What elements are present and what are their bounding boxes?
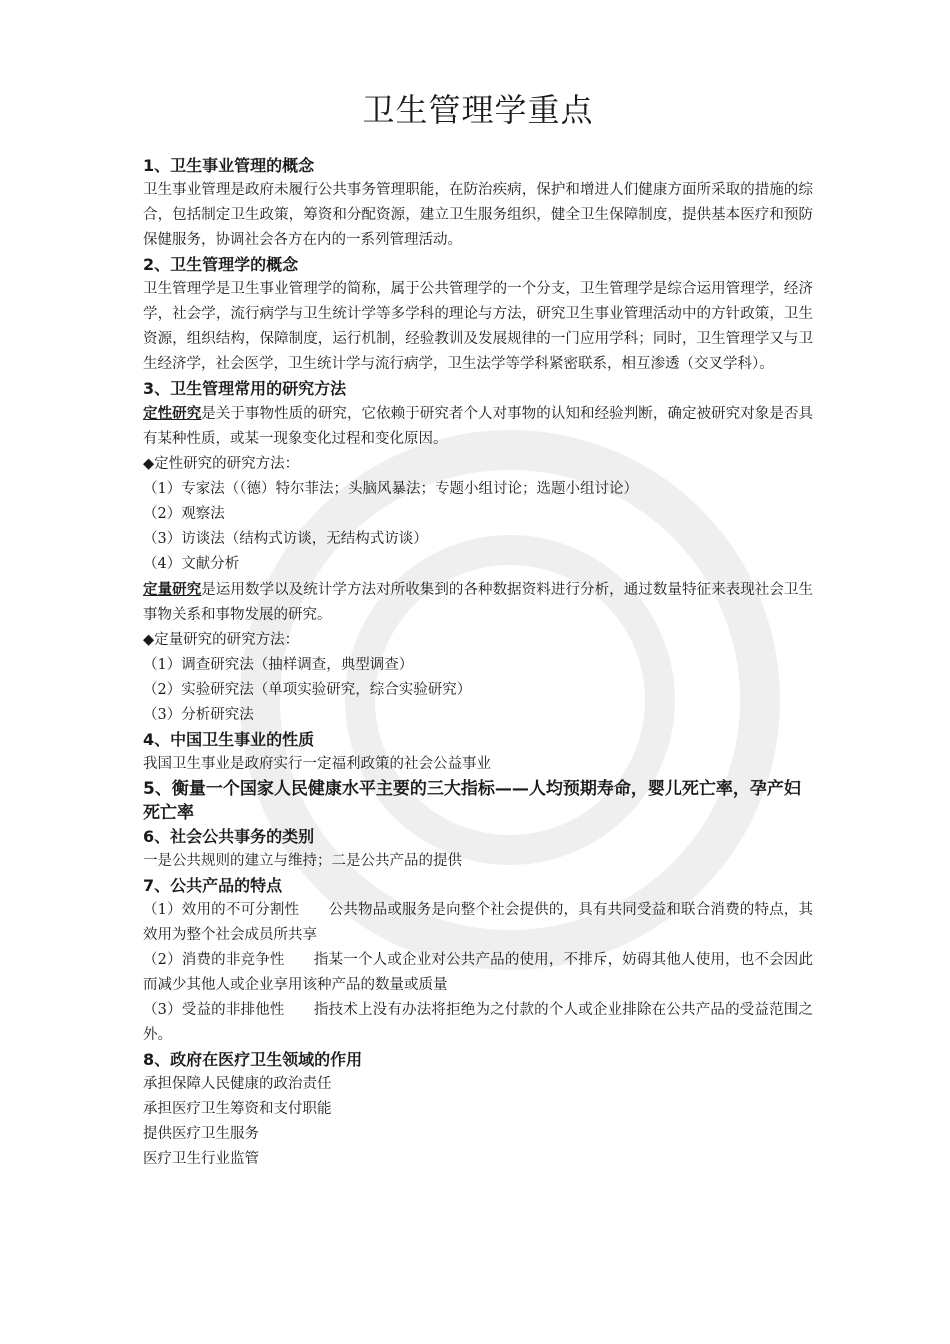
- section-2-heading: 2、卫生管理学的概念: [143, 255, 299, 274]
- section-4-body: 我国卫生事业是政府实行一定福利政策的社会公益事业: [143, 756, 491, 772]
- document-page: [143, 88, 813, 1172]
- government-role-item: 医疗卫生行业监管: [143, 1151, 259, 1167]
- public-goods-feature: （2）消费的非竞争性 指某一个人或企业对公共产品的使用，不排斥，妨碍其他人使用，也不会因此而减少其他人或企业享用该种产品的数量或质量: [143, 952, 813, 993]
- public-goods-feature: （1）效用的不可分割性 公共物品或服务是向整个社会提供的，具有共同受益和联合消费的特点，其效用为整个社会成员所共享: [143, 902, 813, 943]
- section-6-body: 一是公共规则的建立与维持；二是公共产品的提供: [143, 853, 462, 869]
- quantitative-term: 定量研究: [143, 581, 202, 598]
- section-2-body: 卫生管理学是卫生事业管理学的简称，属于公共管理学的一个分支，卫生管理学是综合运用管理学，经济学，社会学，流行病学与卫生统计学等多学科的理论与方法，研究卫生事业管理活动中的方针政策，卫生资源，组织结构，保障制度，运行机制，经验教训及发展规律的一门应用学科；同时，卫生管理学又与卫生经济学，社会医学，卫生统计学与流行病学，卫生法学等学科紧密联系，相互渗透（交叉学科）。: [143, 281, 813, 372]
- section-6-heading: 6、社会公共事务的类别: [143, 827, 315, 846]
- qualitative-def-text: 是关于事物性质的研究，它依赖于研究者个人对事物的认知和经验判断，确定被研究对象是否具有某种性质，或某一现象变化过程和变化原因。: [143, 406, 814, 447]
- qualitative-definition: [143, 401, 813, 452]
- section-7-heading: 7、公共产品的特点: [143, 876, 283, 895]
- qualitative-methods-title: ◆定性研究的研究方法：: [143, 456, 300, 472]
- section-1-body: 卫生事业管理是政府未履行公共事务管理职能，在防治疾病，保护和增进人们健康方面所采取的措施的综合，包括制定卫生政策，筹资和分配资源，建立卫生服务组织，健全卫生保障制度，提供基本医疗和预防保健服务，协调社会各方在内的一系列管理活动。: [143, 182, 813, 248]
- qualitative-method-item: （3）访谈法（结构式访谈，无结构式访谈）: [143, 531, 428, 547]
- government-role-item: 提供医疗卫生服务: [143, 1126, 259, 1142]
- document-title: 卫生管理学重点: [362, 91, 594, 129]
- government-role-item: 承担保障人民健康的政治责任: [143, 1076, 332, 1092]
- section-4-heading: 4、中国卫生事业的性质: [143, 730, 315, 749]
- qualitative-method-item: （1）专家法（（德）特尔菲法；头脑风暴法；专题小组讨论；选题小组讨论）: [143, 481, 638, 497]
- section-5-heading: 5、衡量一个国家人民健康水平主要的三大指标——人均预期寿命，婴儿死亡率，孕产妇死亡率: [143, 779, 801, 823]
- quantitative-method-item: （3）分析研究法: [143, 707, 254, 723]
- section-3-heading: 3、卫生管理常用的研究方法: [143, 379, 347, 398]
- public-goods-feature: （3）受益的非排他性 指技术上没有办法将拒绝为之付款的个人或企业排除在公共产品的受益范围之外。: [143, 1002, 813, 1043]
- quantitative-method-item: （1）调查研究法（抽样调查，典型调查）: [143, 657, 414, 673]
- section-8-heading: 8、政府在医疗卫生领域的作用: [143, 1050, 363, 1069]
- qualitative-term: 定性研究: [143, 405, 202, 422]
- quantitative-methods-title: ◆定量研究的研究方法：: [143, 632, 300, 648]
- quantitative-method-item: （2）实验研究法（单项实验研究，综合实验研究）: [143, 682, 472, 698]
- section-1-heading: 1、卫生事业管理的概念: [143, 156, 315, 175]
- quantitative-definition: [143, 577, 813, 628]
- qualitative-method-item: （4）文献分析: [143, 556, 240, 572]
- government-role-item: 承担医疗卫生筹资和支付职能: [143, 1101, 332, 1117]
- quantitative-def-text: 是运用数学以及统计学方法对所收集到的各种数据资料进行分析，通过数量特征来表现社会卫生事物关系和事物发展的研究。: [143, 582, 814, 623]
- qualitative-method-item: （2）观察法: [143, 506, 225, 522]
